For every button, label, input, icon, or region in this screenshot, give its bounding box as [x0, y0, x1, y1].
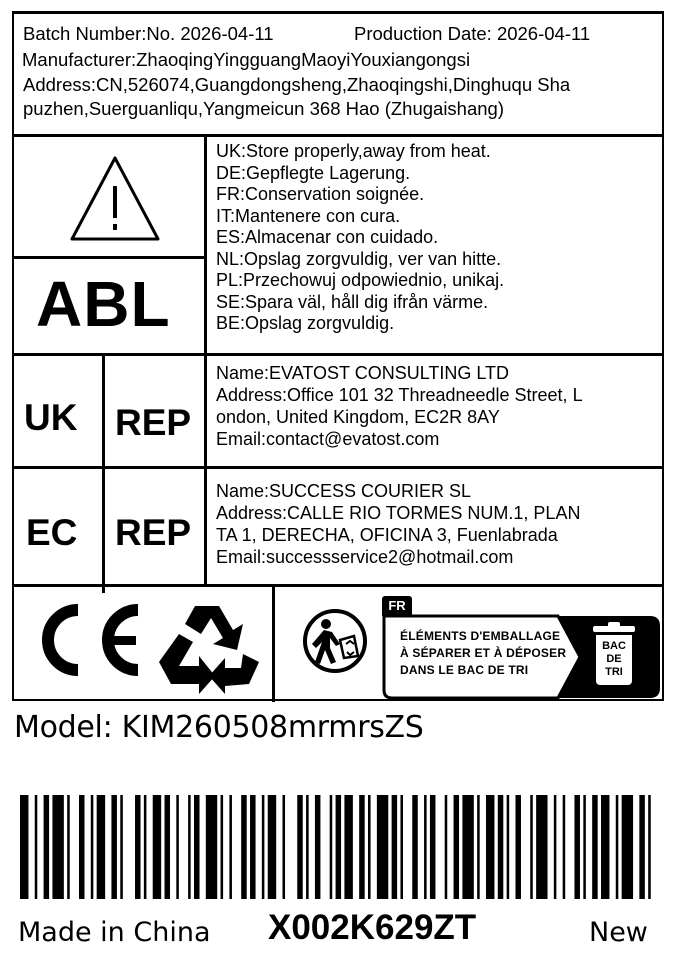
barcode-bar [176, 795, 179, 899]
bin-label: BAC [602, 640, 626, 652]
barcode-bar [44, 795, 50, 899]
barcode [18, 795, 664, 903]
divider [14, 256, 204, 259]
warning-line: SE:Spara väl, håll dig ifrån värme. [216, 291, 489, 312]
product-label [12, 11, 664, 701]
condition-label: New [589, 917, 648, 948]
barcode-bar [563, 795, 566, 899]
warning-line: ES:Almacenar con cuidado. [216, 227, 439, 247]
uk-mark: UK [24, 397, 78, 438]
country-tag [382, 596, 412, 616]
divider [102, 353, 105, 593]
warning-line: FR:Conservation soignée. [216, 184, 425, 204]
uk-rep-address: ondon, United Kingdom, EC2R 8AY [216, 407, 500, 427]
barcode-bar [454, 795, 460, 899]
divider [14, 353, 662, 356]
barcode-bar [648, 795, 651, 899]
production-date: Production Date: 2026-04-11 [354, 23, 591, 44]
barcode-bar [52, 795, 63, 899]
barcode-bar [250, 795, 256, 899]
barcode-bar [368, 795, 371, 899]
barcode-bar [412, 795, 418, 899]
barcode-bar [144, 795, 147, 899]
ce-mark-icon [28, 602, 146, 678]
divider [14, 584, 662, 587]
barcode-bar [400, 795, 403, 899]
barcode-bar [241, 795, 247, 899]
country-code: FR [388, 598, 406, 613]
ec-rep-name: Name:SUCCESS COURIER SL [216, 481, 472, 501]
sorting-instructions [400, 628, 566, 679]
barcode-bar [282, 795, 285, 899]
model-number: Model: KIM260508mrmrsZS [14, 710, 424, 745]
barcode-bar [91, 795, 94, 899]
barcode-bar [35, 795, 38, 899]
sorting-line: ÉLÉMENTS D'EMBALLAGE [400, 629, 561, 643]
barcode-bar [498, 795, 504, 899]
barcode-bar [120, 795, 123, 899]
warning-line: IT:Mantenere con cura. [216, 205, 401, 226]
address-line-1: Address:CN,526074,Guangdongsheng,Zhaoqingshi,Dinghuqu Sha [23, 74, 571, 95]
barcode-bar [574, 795, 580, 899]
barcode-bar [306, 795, 309, 899]
manufacturer: Manufacturer:ZhaoqingYingguangMaoyiYouxiangongsi [22, 49, 471, 70]
barcode-bar [194, 795, 200, 899]
warning-line: UK:Store properly,away from heat. [216, 141, 491, 161]
divider [14, 134, 662, 137]
barcode-bar [20, 795, 28, 899]
barcode-bar [221, 795, 224, 899]
uk-rep-email: Email:contact@evatost.com [216, 429, 440, 449]
barcode-bar [592, 795, 598, 899]
divider [14, 466, 662, 469]
barcode-bar [554, 795, 557, 899]
barcode-bar [268, 795, 276, 899]
bin-label: DE [606, 653, 622, 665]
barcode-bar [315, 795, 321, 899]
barcode-bar [135, 795, 141, 899]
barcode-bar [445, 795, 448, 899]
barcode-bar [507, 795, 510, 899]
barcode-bar [486, 795, 494, 899]
divider [272, 586, 275, 702]
uk-rep-address: Address:Office 101 32 Threadneedle Street, L [216, 385, 583, 405]
bin-label: TRI [605, 666, 623, 678]
barcode-bar [583, 795, 586, 899]
barcode-bar [392, 795, 398, 899]
sorting-line: DANS LE BAC DE TRI [400, 663, 529, 677]
barcode-bar [462, 795, 473, 899]
barcode-bar [97, 795, 105, 899]
warning-line: PL:Przechowuj odpowiednio, unikaj. [216, 270, 505, 290]
barcode-bar [424, 795, 427, 899]
barcode-bar [297, 795, 303, 899]
barcode-bar [229, 795, 232, 899]
ec-rep-email: Email:successservice2@hotmail.com [216, 547, 514, 567]
uk-rep-name: Name:EVATOST CONSULTING LTD [216, 363, 510, 383]
barcode-bar [336, 795, 342, 899]
barcode-bar [622, 795, 633, 899]
barcode-bar [477, 795, 480, 899]
uk-rep-mark: REP [115, 402, 192, 443]
warning-line: NL:Opslag zorgvuldig, ver van hitte. [216, 248, 502, 269]
barcode-bar [536, 795, 547, 899]
barcode-bar [79, 795, 85, 899]
barcode-bar [262, 795, 265, 899]
ec-rep-address: TA 1, DERECHA, OFICINA 3, Fuenlabrada [216, 525, 558, 545]
ec-mark: EC [26, 512, 78, 553]
barcode-bar [188, 795, 191, 899]
barcode-bar [430, 795, 436, 899]
barcode-bar [330, 795, 333, 899]
ec-rep-mark: REP [115, 512, 192, 553]
abl-mark: ABL [36, 268, 171, 340]
origin-label: Made in China [18, 917, 211, 948]
triman-icon [302, 608, 368, 674]
barcode-bar [515, 795, 521, 899]
barcode-bar [377, 795, 388, 899]
divider [204, 134, 207, 586]
barcode-bar [153, 795, 161, 899]
barcode-code: X002K629ZT [268, 908, 477, 947]
warning-line: DE:Gepflegte Lagerung. [216, 162, 411, 183]
recycle-icon [157, 600, 263, 696]
barcode-bar [359, 795, 365, 899]
barcode-bar [616, 795, 619, 899]
barcode-bar [639, 795, 645, 899]
ec-rep-address: Address:CALLE RIO TORMES NUM.1, PLAN [216, 503, 581, 523]
barcode-bar [67, 795, 70, 899]
warning-line: BE:Opslag zorgvuldig. [216, 313, 395, 333]
barcode-bar [165, 795, 171, 899]
barcode-bar [111, 795, 117, 899]
sorting-line: À SÉPARER ET À DÉPOSER [400, 646, 567, 660]
warning-triangle-icon [68, 154, 162, 244]
barcode-bar [530, 795, 533, 899]
address-line-2: puzhen,Suerguanliqu,Yangmeicun 368 Hao (Zhugaishang) [23, 98, 504, 119]
barcode-bar [601, 795, 609, 899]
barcode-bar [206, 795, 217, 899]
barcode-bar [344, 795, 352, 899]
batch-number: Batch Number:No. 2026-04-11 [23, 23, 274, 44]
sorting-bin-icon [593, 626, 635, 686]
